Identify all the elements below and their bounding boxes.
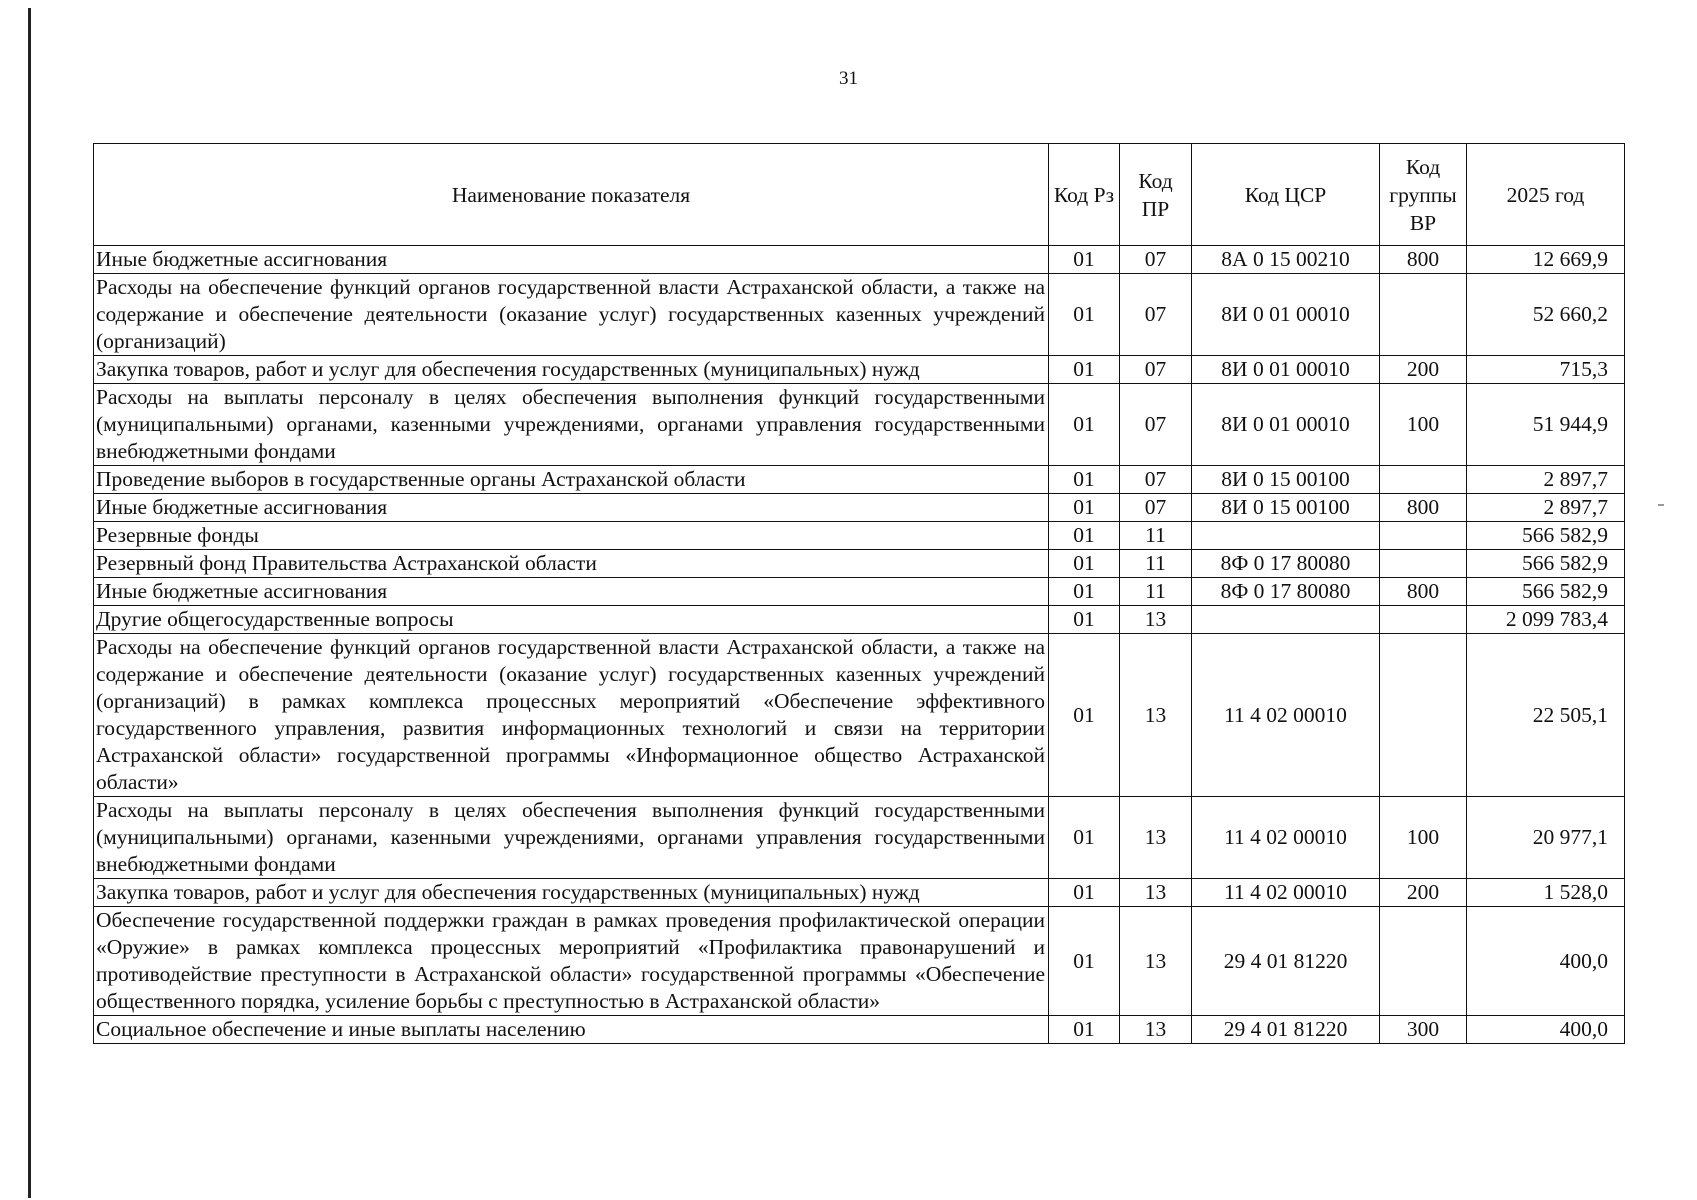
row-csr: 8И 0 01 00010 [1192,274,1380,356]
row-name: Закупка товаров, работ и услуг для обеспечения государственных (муниципальных) нужд [94,356,1049,384]
row-csr: 8И 0 15 00100 [1192,466,1380,494]
row-name: Расходы на выплаты персоналу в целях обеспечения выполнения функций государственными (муниципальными) органами, казенными учреждениями, органами управления государственными внебюджетными фондами [94,797,1049,879]
left-margin-rule [28,8,31,1198]
row-name: Расходы на обеспечение функций органов государственной власти Астраханской области, а также на содержание и обеспечение деятельности (оказание услуг) государственных казенных учреждений (организаций) [94,274,1049,356]
row-name: Расходы на выплаты персоналу в целях обеспечения выполнения функций государственными (муниципальными) органами, казенными учреждениями, органами управления государственными внебюджетными фондами [94,384,1049,466]
table-header-row [94,144,1625,246]
header-vr: Код группы ВР [1380,144,1467,246]
row-pr: 13 [1120,634,1192,797]
row-csr [1192,606,1380,634]
header-pr: Код ПР [1120,144,1192,246]
table-row [94,550,1625,578]
row-csr: 11 4 02 00010 [1192,797,1380,879]
row-vr [1380,550,1467,578]
row-amount: 400,0 [1467,1016,1625,1044]
row-name: Иные бюджетные ассигнования [94,246,1049,274]
row-rz: 01 [1049,797,1120,879]
row-rz: 01 [1049,634,1120,797]
row-pr: 07 [1120,246,1192,274]
row-csr: 11 4 02 00010 [1192,879,1380,907]
row-rz: 01 [1049,578,1120,606]
row-name: Проведение выборов в государственные органы Астраханской области [94,466,1049,494]
row-amount: 400,0 [1467,907,1625,1016]
row-rz: 01 [1049,1016,1120,1044]
row-amount: 51 944,9 [1467,384,1625,466]
row-csr: 29 4 01 81220 [1192,907,1380,1016]
row-csr: 8И 0 01 00010 [1192,356,1380,384]
row-vr: 100 [1380,384,1467,466]
row-csr: 8А 0 15 00210 [1192,246,1380,274]
row-rz: 01 [1049,550,1120,578]
row-csr: 29 4 01 81220 [1192,1016,1380,1044]
row-name: Обеспечение государственной поддержки граждан в рамках проведения профилактической операции «Оружие» в рамках комплекса процессных мероприятий «Профилактика правонарушений и противодействие преступности в Астраханской области» государственной программы «Обеспечение общественного порядка, усиление борьбы с преступностью в Астраханской области» [94,907,1049,1016]
row-vr [1380,522,1467,550]
table-row [94,466,1625,494]
row-amount: 566 582,9 [1467,550,1625,578]
row-pr: 13 [1120,1016,1192,1044]
row-name: Резервные фонды [94,522,1049,550]
row-name: Социальное обеспечение и иные выплаты населению [94,1016,1049,1044]
row-amount: 566 582,9 [1467,522,1625,550]
row-name: Закупка товаров, работ и услуг для обеспечения государственных (муниципальных) нужд [94,879,1049,907]
row-rz: 01 [1049,356,1120,384]
row-pr: 07 [1120,384,1192,466]
scan-speck [1658,504,1664,506]
header-amount: 2025 год [1467,144,1625,246]
row-pr: 13 [1120,606,1192,634]
row-rz: 01 [1049,907,1120,1016]
row-vr: 100 [1380,797,1467,879]
row-pr: 11 [1120,522,1192,550]
row-rz: 01 [1049,494,1120,522]
row-rz: 01 [1049,384,1120,466]
table-row [94,578,1625,606]
table-row [94,356,1625,384]
row-amount: 1 528,0 [1467,879,1625,907]
row-rz: 01 [1049,466,1120,494]
table-row [94,274,1625,356]
row-amount: 12 669,9 [1467,246,1625,274]
header-name: Наименование показателя [94,144,1049,246]
table-row [94,494,1625,522]
row-vr [1380,466,1467,494]
row-csr: 8Ф 0 17 80080 [1192,550,1380,578]
table-row [94,907,1625,1016]
header-csr: Код ЦСР [1192,144,1380,246]
header-rz: Код Рз [1049,144,1120,246]
table-row [94,797,1625,879]
row-csr: 11 4 02 00010 [1192,634,1380,797]
row-csr: 8И 0 15 00100 [1192,494,1380,522]
row-vr: 800 [1380,494,1467,522]
row-amount: 566 582,9 [1467,578,1625,606]
row-vr: 200 [1380,879,1467,907]
row-vr: 300 [1380,1016,1467,1044]
row-pr: 13 [1120,879,1192,907]
row-rz: 01 [1049,246,1120,274]
row-amount: 2 897,7 [1467,494,1625,522]
row-amount: 715,3 [1467,356,1625,384]
row-vr [1380,274,1467,356]
budget-table [93,143,1625,1044]
row-name: Иные бюджетные ассигнования [94,494,1049,522]
row-amount: 52 660,2 [1467,274,1625,356]
row-amount: 2 897,7 [1467,466,1625,494]
row-vr: 200 [1380,356,1467,384]
table-body [94,246,1625,1044]
row-csr [1192,522,1380,550]
row-pr: 11 [1120,578,1192,606]
row-name: Расходы на обеспечение функций органов государственной власти Астраханской области, а также на содержание и обеспечение деятельности (оказание услуг) государственных казенных учреждений (организаций) в рамках комплекса процессных мероприятий «Обеспечение эффективного государственного управления, развития информационных технологий и связи на территории Астраханской области» государственной программы «Информационное общество Астраханской области» [94,634,1049,797]
row-pr: 13 [1120,907,1192,1016]
page-number: 31 [839,68,858,89]
table-row [94,606,1625,634]
table-row [94,1016,1625,1044]
row-rz: 01 [1049,522,1120,550]
row-vr [1380,907,1467,1016]
row-amount: 20 977,1 [1467,797,1625,879]
row-pr: 07 [1120,274,1192,356]
table-row [94,246,1625,274]
row-vr [1380,606,1467,634]
row-rz: 01 [1049,879,1120,907]
row-amount: 2 099 783,4 [1467,606,1625,634]
row-vr: 800 [1380,246,1467,274]
row-pr: 13 [1120,797,1192,879]
table-row [94,384,1625,466]
row-vr: 800 [1380,578,1467,606]
row-csr: 8Ф 0 17 80080 [1192,578,1380,606]
row-name: Другие общегосударственные вопросы [94,606,1049,634]
row-pr: 11 [1120,550,1192,578]
row-pr: 07 [1120,356,1192,384]
row-amount: 22 505,1 [1467,634,1625,797]
table-row [94,634,1625,797]
row-rz: 01 [1049,606,1120,634]
row-name: Резервный фонд Правительства Астраханской области [94,550,1049,578]
row-pr: 07 [1120,494,1192,522]
row-pr: 07 [1120,466,1192,494]
table-row [94,522,1625,550]
row-csr: 8И 0 01 00010 [1192,384,1380,466]
row-name: Иные бюджетные ассигнования [94,578,1049,606]
row-rz: 01 [1049,274,1120,356]
table-row [94,879,1625,907]
row-vr [1380,634,1467,797]
